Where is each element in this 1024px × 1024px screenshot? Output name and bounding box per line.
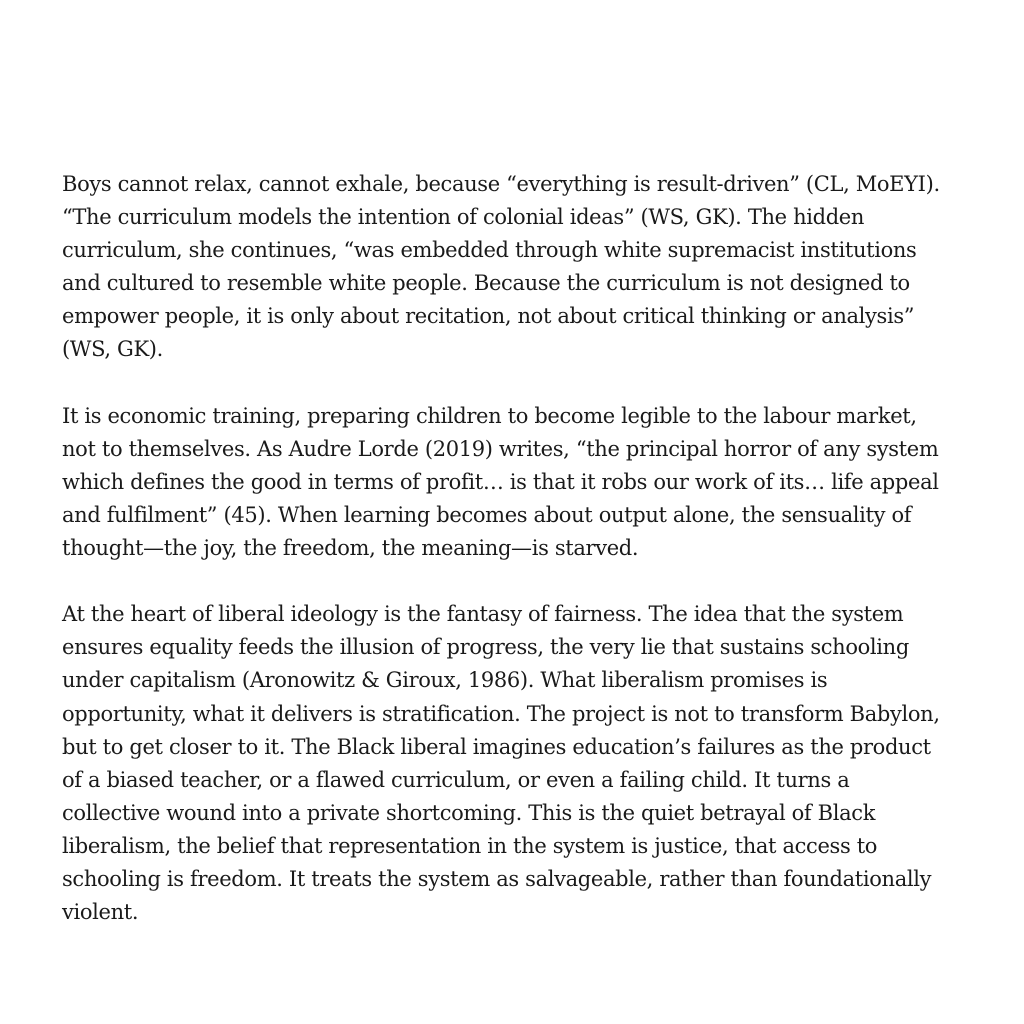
text-line: curriculum, she continues, “was embedded through white supremacist institutions: [62, 238, 917, 263]
text-line: not to themselves. As Audre Lorde (2019) writes, “the principal horror of any system: [62, 436, 939, 461]
text-line: thought—the joy, the freedom, the meaning—is starved.: [62, 536, 639, 561]
text-line: Boys cannot relax, cannot exhale, because “everything is result-driven” (CL, MoEYI).: [62, 172, 940, 196]
paragraph-1: [62, 168, 972, 367]
text-line: ensures equality feeds the illusion of progress, the very lie that sustains schooling: [62, 635, 909, 660]
text-line: and fulfilment” (45). When learning becomes about output alone, the sensuality of: [62, 502, 912, 527]
paragraph-3: [62, 598, 972, 929]
text-line: but to get closer to it. The Black liberal imagines education’s failures as the product: [62, 734, 931, 759]
text-line: of a biased teacher, or a flawed curriculum, or even a failing child. It turns a: [62, 767, 850, 792]
text-line: (WS, GK).: [62, 337, 163, 362]
paragraph-2: [62, 400, 972, 565]
text-line: which defines the good in terms of profit… is that it robs our work of its… life appeal: [62, 469, 939, 494]
text-line: under capitalism (Aronowitz & Giroux, 1986). What liberalism promises is: [62, 668, 828, 693]
text-line: schooling is freedom. It treats the system as salvageable, rather than foundationally: [62, 866, 932, 891]
text-line: opportunity, what it delivers is stratification. The project is not to transform Babylon,: [62, 701, 940, 726]
text-line: It is economic training, preparing children to become legible to the labour market,: [62, 403, 917, 428]
text-line: collective wound into a private shortcoming. This is the quiet betrayal of Black: [62, 800, 876, 825]
text-line: At the heart of liberal ideology is the fantasy of fairness. The idea that the system: [62, 602, 904, 627]
text-line: empower people, it is only about recitation, not about critical thinking or analysis”: [62, 304, 915, 329]
text-line: violent.: [62, 900, 139, 925]
article-body: [62, 168, 972, 929]
text-line: “The curriculum models the intention of colonial ideas” (WS, GK). The hidden: [62, 205, 865, 230]
text-line: liberalism, the belief that representation in the system is justice, that access to: [62, 833, 878, 858]
text-line: and cultured to resemble white people. Because the curriculum is not designed to: [62, 271, 910, 296]
